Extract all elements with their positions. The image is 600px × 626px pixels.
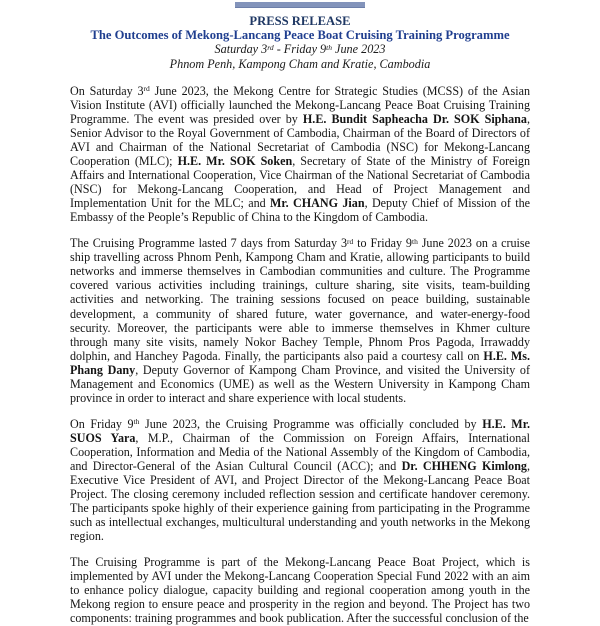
text-run: The Cruising Programme is part of the Mekong-Lancang Peace Boat Project, which is implemented by AVI under the Mekong-Lancang Cooperation Special Fund 2022 with an aim to enhance policy dialogue, capacity building and regional cooperation among youth in the Mekong region to ensure peace and prosperity in the region and beyond. The Project has two components: training programmes and book publication. After the successful conclusion of the [70,555,530,626]
press-release-label: PRESS RELEASE [249,14,351,28]
text-run: June 2023, the Mekong Centre for Strategic Studies (MCSS) of the Asian Vision Institute (AVI) officially launched the Mekong-Lancang Peace Boat Cruising Training Programme. The event was presided over by [70,83,530,126]
letterhead-divider [235,2,365,8]
text-run: - Friday 9 [273,42,327,57]
text-run: June 2023, the Cruising Programme was officially concluded by [139,416,483,431]
bold-name-run: H.E. Ms. Phang Dany [70,348,530,377]
ordinal-superscript: th [411,236,418,246]
bold-name-run: Dr. CHHENG Kimlong [401,458,527,473]
text-run: The Cruising Programme lasted 7 days from Saturday 3 [70,236,348,251]
bold-name-run: Mr. CHANG Jian [270,196,365,211]
text-run: , M.P., Chairman of the Commission on Foreign Affairs, International Cooperation, Information and Media of the National Assembly of the Kingdom of Cambodia, and Director-General of the Asian Cultural Council (ACC); and [70,430,530,473]
body-paragraph [70,417,530,543]
text-run: On Friday 9 [70,416,134,431]
text-run: Saturday 3 [214,42,268,57]
text-run: June 2023 on a cruise ship travelling across Phnom Penh, Kampong Cham and Kratie, allowing participants to build networks and immerse themselves in Cambodian communities and culture. The Programme covered various activities including trainings, culture sharing, site visits, team-building activities and networking. The training sessions focused on peace building, sustainable development, a community of shared future, water governance, and water-energy-food security. Moreover, the participants were able to immerse themselves in Khmer culture through many site visits, namely Nokor Bachey Temple, Phnom Pros Pagoda, Irrawaddy dolphin, and Hanchey Pagoda. Finally, the participants also paid a courtesy call on [70,236,530,363]
press-release-document [70,2,530,626]
text-run: , Deputy Governor of Kampong Cham Province, and visited the University of Management and Economics (UME) as well as the Western University in Kampong Cham province in order to interact and share experience with local students. [70,362,531,405]
body-paragraph [70,84,530,224]
text-run: June 2023 [332,42,386,57]
text-run: , Deputy Chief of Mission of the Embassy of the People’s Republic of China to the Kingdom of Cambodia. [70,196,530,225]
body-paragraph [70,555,530,625]
ordinal-superscript: rd [347,236,354,246]
document-header [70,14,530,71]
location-line: Phnom Penh, Kampong Cham and Kratie, Cambodia [169,56,431,71]
ordinal-superscript: rd [143,84,150,94]
ordinal-superscript: th [326,43,332,53]
date-line [70,42,530,56]
text-run: On Saturday 3 [70,83,144,98]
ordinal-superscript: th [133,417,140,427]
bold-name-run: H.E. Mr. SOK Soken [177,154,293,169]
text-run: , Executive Vice President of AVI, and Project Director of the Mekong-Lancang Peace Boat Project. The closing ceremony included reflection session and certificate handover ceremony. The participants spoke highly of their experience gaining from participating in the Programme such as intellectual exchanges, multicultural understanding and youth networks in the Mekong region. [70,458,530,544]
text-run: , Senior Advisor to the Royal Government of Cambodia, Chairman of the Board of Directors of AVI and Chairman of the National Secretariat of Cambodia (NSC) for Mekong-Lancang Cooperation (MLC); [70,111,530,169]
text-run: , Secretary of State of the Ministry of Foreign Affairs and International Cooperation, Vice Chairman of the National Secretariat of Cambodia (NSC) for Mekong-Lancang Cooperation, and Head of Project Management and Implementation Unit for the MLC; and [70,154,530,211]
text-run: to Friday 9 [353,236,412,251]
bold-name-run: H.E. Bundit Sapheacha Dr. SOK Siphana [302,111,527,126]
ordinal-superscript: rd [267,43,274,53]
body-paragraph [70,236,530,405]
document-title: The Outcomes of Mekong-Lancang Peace Boat Cruising Training Programme [90,28,510,43]
bold-name-run: H.E. Mr. SUOS Yara [70,416,531,445]
document-body [70,84,530,626]
